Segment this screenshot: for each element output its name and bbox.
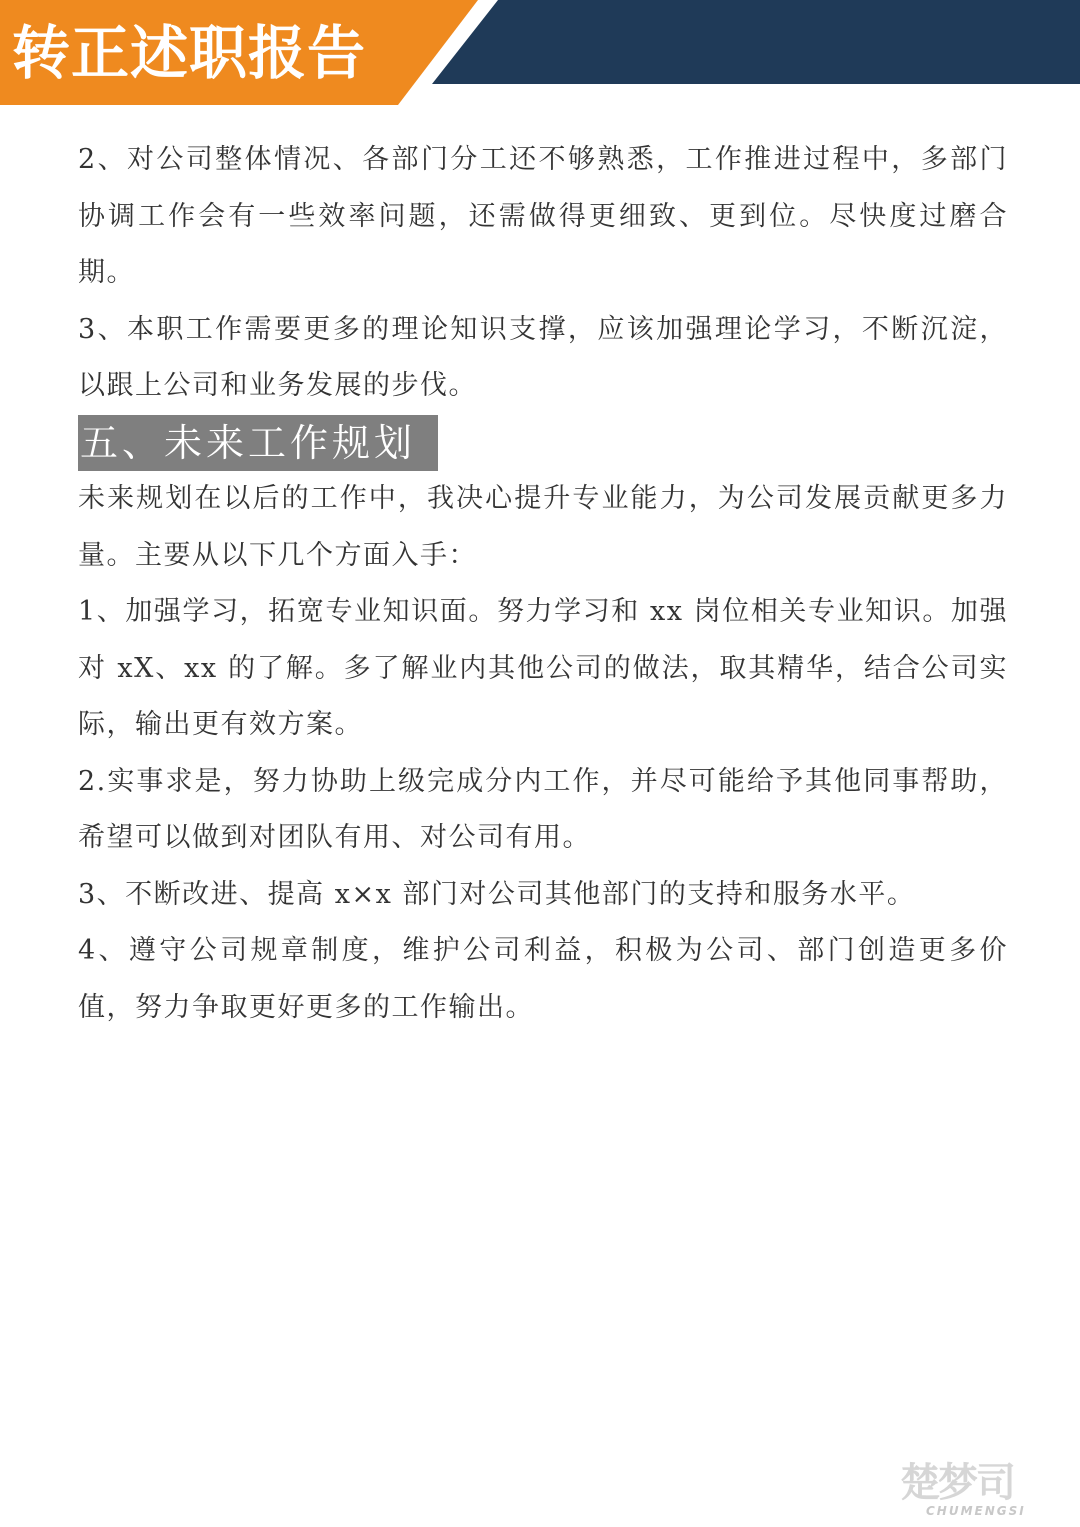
section-future-plan [78, 415, 1008, 1036]
paragraph-plan-4: 4、遵守公司规章制度，维护公司利益，积极为公司、部门创造更多价值，努力争取更好更多的工作输出。 [78, 935, 1008, 1023]
page-title: 转正述职报告 [12, 19, 367, 87]
section-heading: 五、未来工作规划 [78, 415, 438, 471]
paragraph-point-2: 2、对公司整体情况、各部门分工还不够熟悉，工作推进过程中，多部门协调工作会有一些效率问题，还需做得更细致、更到位。尽快度过磨合期。 [78, 144, 1008, 288]
paragraph-intro: 未来规划在以后的工作中，我决心提升专业能力，为公司发展贡献更多力量。主要从以下几个方面入手： [78, 483, 1008, 571]
watermark-sub-text: CHUMENGSI [926, 1504, 1026, 1518]
top-content [78, 132, 1008, 415]
header-navy-band [432, 0, 1080, 84]
header-banner [0, 0, 1080, 105]
paragraph-plan-3: 3、不断改进、提高 x×x 部门对公司其他部门的支持和服务水平。 [78, 878, 916, 910]
paragraph-plan-2: 2.实事求是，努力协助上级完成分内工作，并尽可能给予其他同事帮助，希望可以做到对团队有用、对公司有用。 [78, 765, 1008, 853]
watermark-logo [900, 1461, 1070, 1523]
paragraph-plan-1: 1、加强学习，拓宽专业知识面。努力学习和 xx 岗位相关专业知识。加强对 xX、xx 的了解。多了解业内其他公司的做法，取其精华，结合公司实际，输出更有效方案。 [78, 596, 1008, 740]
watermark-logo-text: 楚梦司 [900, 1460, 1014, 1506]
paragraph-point-3: 3、本职工作需要更多的理论知识支撑，应该加强理论学习，不断沉淀，以跟上公司和业务发展的步伐。 [78, 313, 1008, 401]
